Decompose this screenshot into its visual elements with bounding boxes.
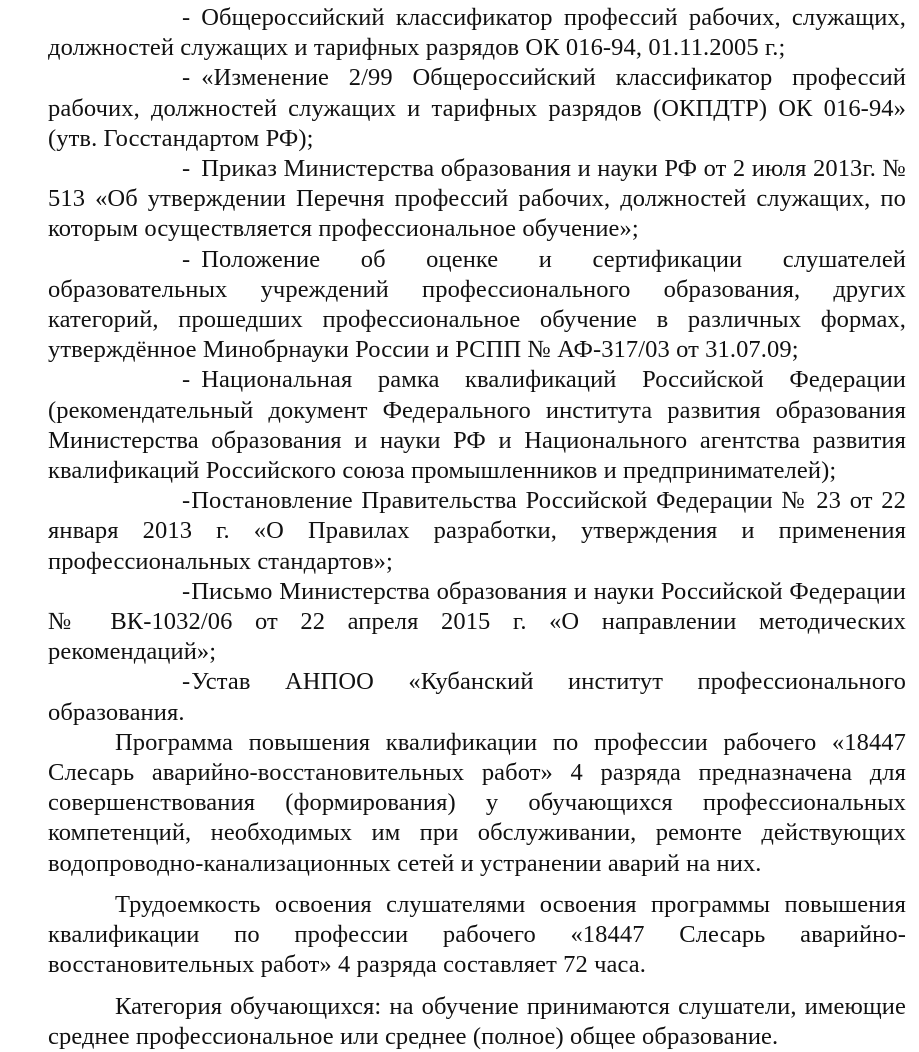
list-item bbox=[48, 63, 906, 154]
list-item-text: Устав АНПОО «Кубанский институт профессионального образования. bbox=[48, 668, 906, 726]
list-item bbox=[48, 154, 906, 245]
list-item-text: Общероссийский классификатор профессий рабочих, служащих, должностей служащих и тарифных разрядов ОК 016-94, 01.11.2005 г.; bbox=[48, 4, 906, 62]
list-item bbox=[48, 3, 906, 63]
list-item-text: Национальная рамка квалификаций Российской Федерации (рекомендательный документ Федерального института развития образования Министерства образования и науки РФ и Национального агентства развития квалификаций Российского союза промышленников и предпринимателей); bbox=[48, 366, 906, 485]
list-marker: - bbox=[182, 4, 191, 31]
list-marker: - bbox=[182, 577, 191, 605]
list-item-text: Положение об оценке и сертификации слушателей образовательных учреждений профессионального образования, других категорий, прошедших профессиональное обучение в различных формах, утверждённое Минобрнауки России и РСПП № АФ-317/03 от 31.07.09; bbox=[48, 245, 906, 364]
list-item bbox=[48, 245, 906, 366]
list-item-text: Письмо Министерства образования и науки Российской Федерации № ВК-1032/06 от 22 апреля 2015 г. «О направлении методических рекомендаций»; bbox=[48, 577, 906, 666]
list-marker: - bbox=[182, 155, 191, 183]
list-marker: - bbox=[182, 366, 191, 394]
list-item bbox=[48, 577, 906, 668]
list-item bbox=[48, 365, 906, 486]
list-marker: - bbox=[182, 668, 191, 696]
workload-paragraph: Трудоемкость освоения слушателями освоения программы повышения квалификации по профессии рабочего «18447 Слесарь аварийно-восстановительных работ» 4 разряда составляет 72 часа. bbox=[48, 890, 906, 979]
list-item-text: Приказ Министерства образования и науки РФ от 2 июля 2013г. № 513 «Об утверждении Перечня профессий рабочих, должностей служащих, по которым осуществляется профессиональное обучение»; bbox=[48, 155, 906, 243]
list-item-text: «Изменение 2/99 Общероссийский классификатор профессий рабочих, должностей служащих и тарифных разрядов (ОКПДТР) ОК 016-94» (утв. Госстандартом РФ); bbox=[48, 64, 906, 152]
program-description-paragraph: Программа повышения квалификации по профессии рабочего «18447 Слесарь аварийно-восстановительных работ» 4 разряда предназначена для совершенствования (формирования) у обучающихся профессиональных компетенций, необходимых им при обслуживании, ремонте действующих водопроводно-канализационных сетей и устранении аварий на них. bbox=[48, 728, 906, 877]
document-page bbox=[48, 3, 906, 1052]
list-item-text: Постановление Правительства Российской Федерации № 23 от 22 января 2013 г. «О Правилах разработки, утверждения и применения профессиональных стандартов»; bbox=[48, 487, 906, 575]
list-item bbox=[48, 486, 906, 577]
list-marker: - bbox=[182, 487, 191, 515]
list-marker: - bbox=[182, 64, 191, 92]
list-marker: - bbox=[182, 245, 191, 273]
list-item bbox=[48, 667, 906, 727]
students-category-paragraph: Категория обучающихся: на обучение принимаются слушатели, имеющие среднее профессиональное или среднее (полное) общее образование. bbox=[48, 992, 906, 1050]
